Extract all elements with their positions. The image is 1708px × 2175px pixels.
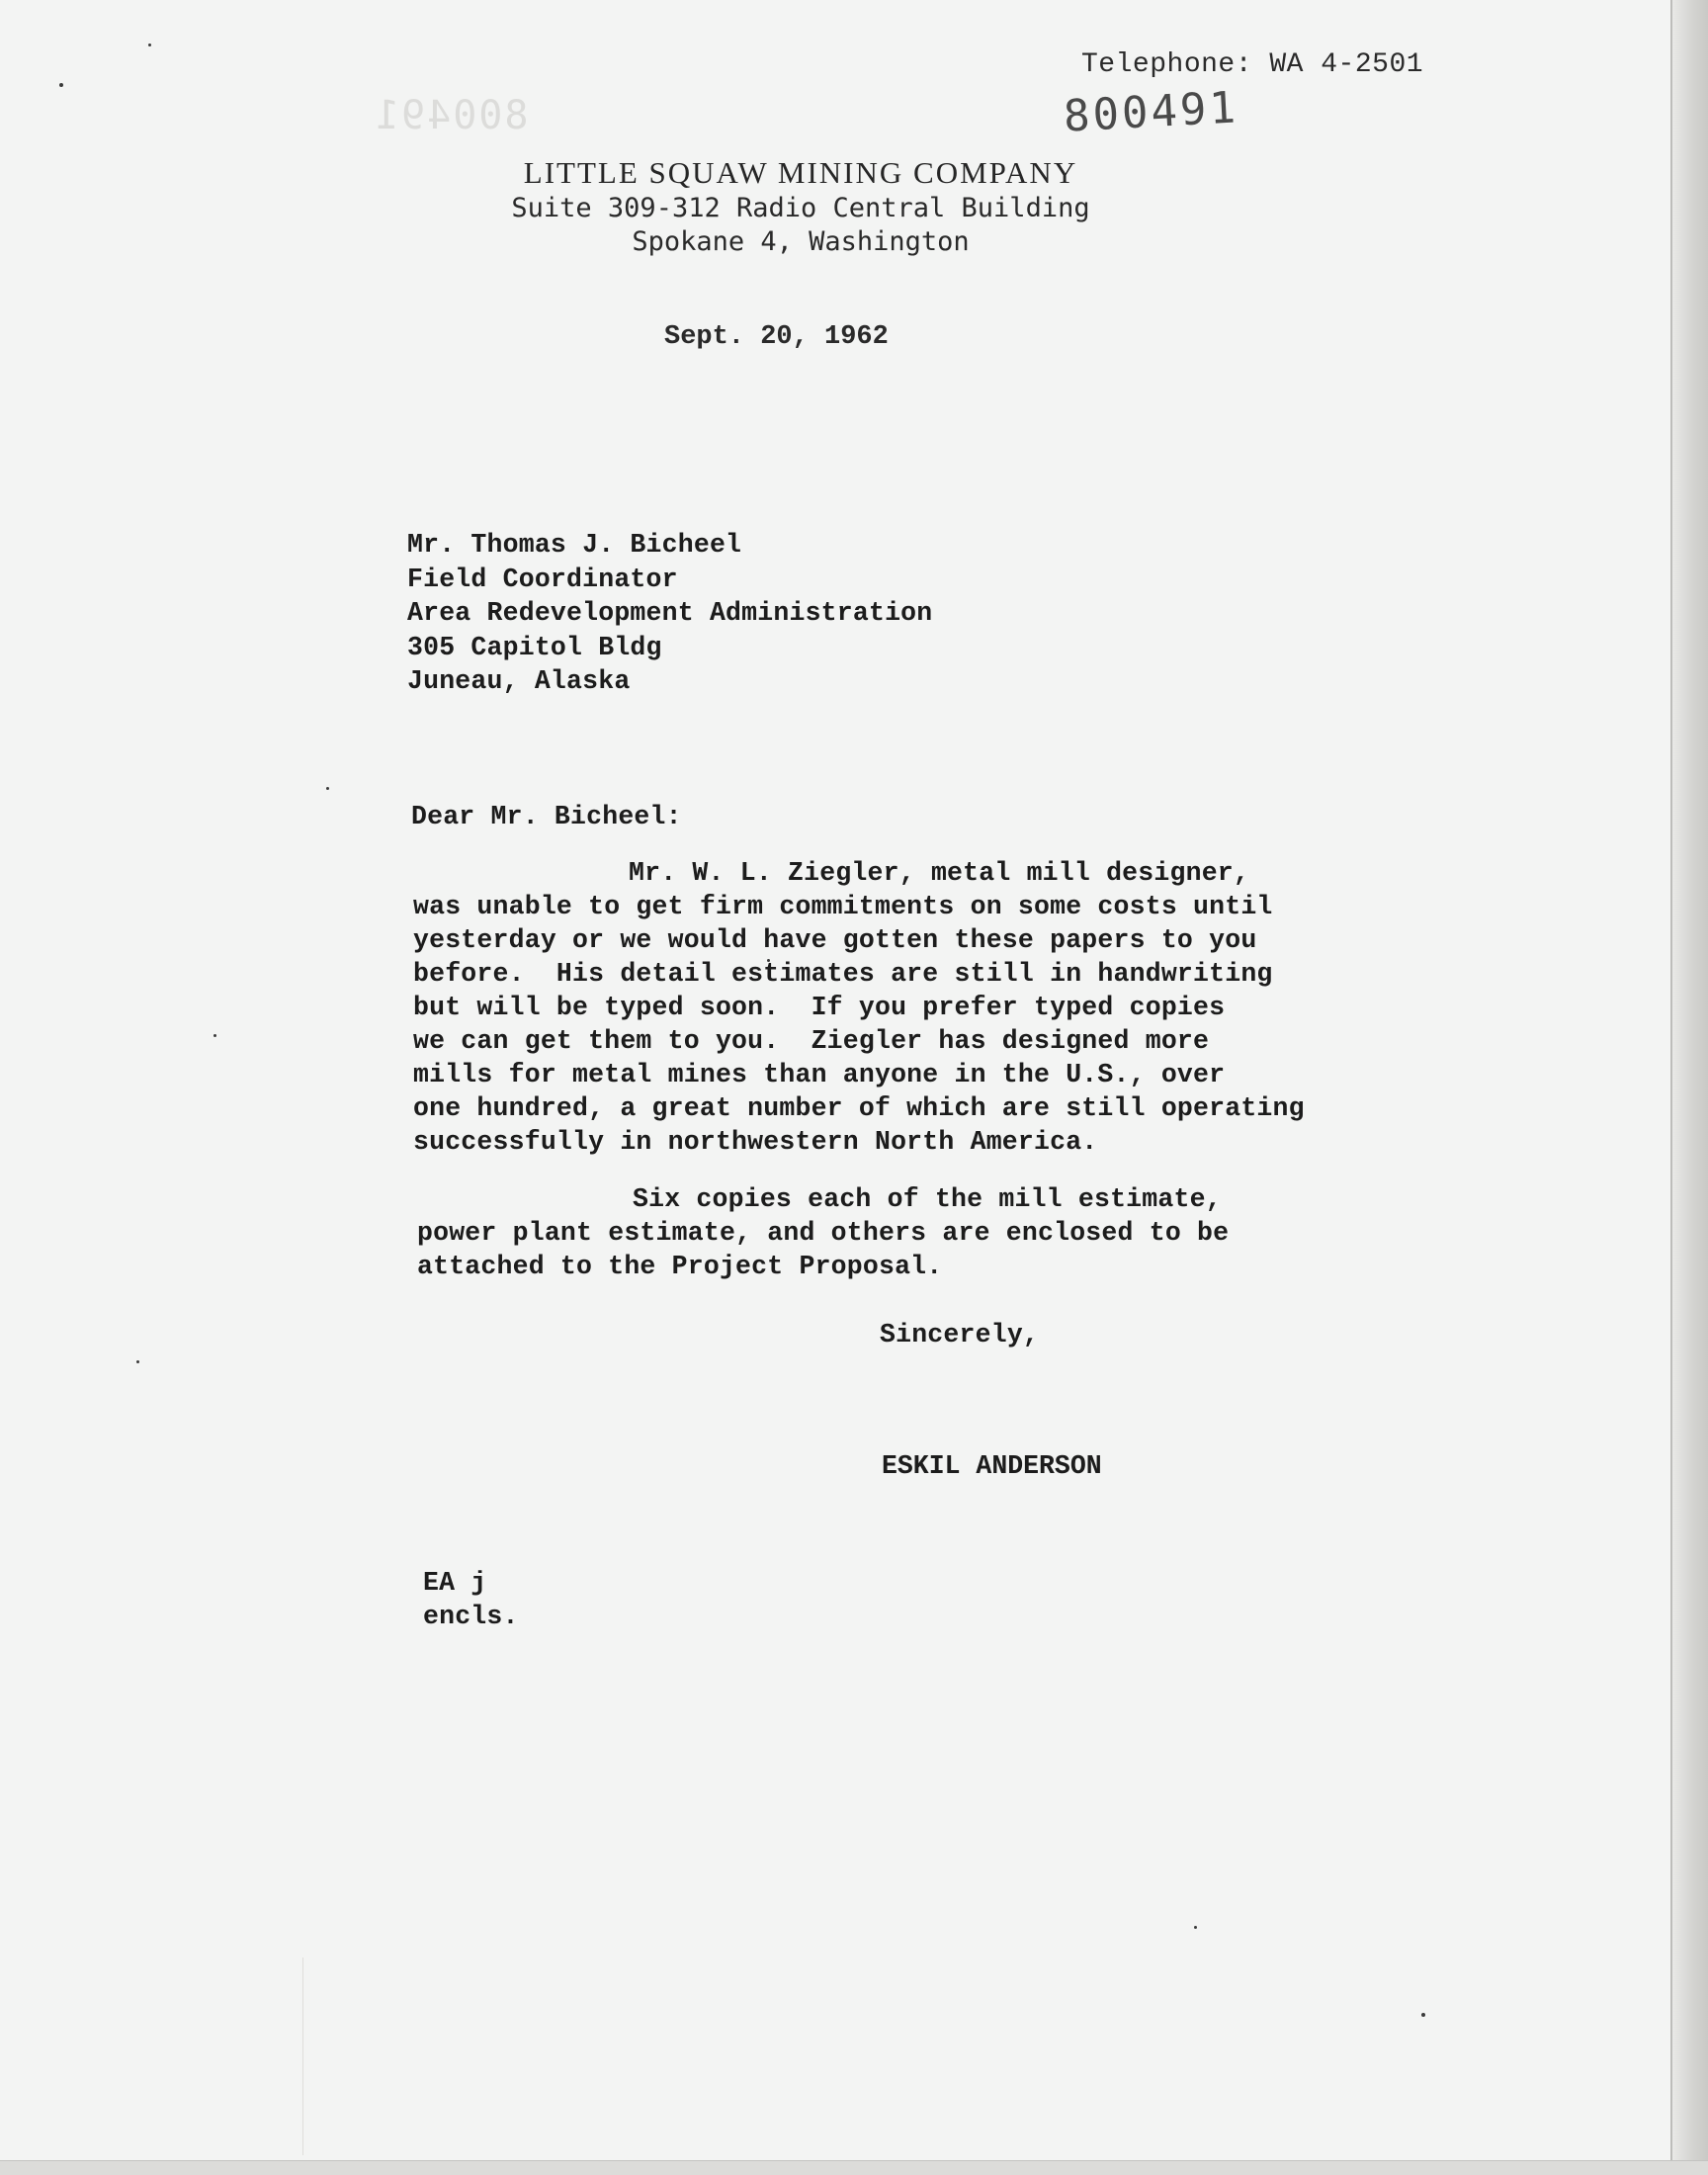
body-line: power plant estimate, and others are enclosed to be	[417, 1218, 1230, 1248]
bleed-through-number: 800491	[374, 93, 529, 138]
file-number-stamp: 800491	[1062, 82, 1240, 142]
recipient-organization: Area Redevelopment Administration	[407, 598, 933, 628]
body-line: but will be typed soon. If you prefer typed copies	[413, 993, 1226, 1022]
letter-date: Sept. 20, 1962	[664, 322, 889, 352]
telephone-number: Telephone: WA 4-2501	[1081, 49, 1424, 80]
recipient-title: Field Coordinator	[407, 564, 678, 594]
signer-name: ESKIL ANDERSON	[882, 1451, 1102, 1481]
body-line: mills for metal mines than anyone in the U.S., over	[413, 1060, 1226, 1089]
enclosures-note: encls.	[423, 1602, 519, 1631]
letterhead	[395, 154, 1206, 259]
scan-edge-right	[1670, 0, 1708, 2175]
body-line: one hundred, a great number of which are still operating	[413, 1093, 1305, 1123]
company-name: LITTLE SQUAW MINING COMPANY	[523, 155, 1078, 190]
salutation: Dear Mr. Bicheel:	[411, 802, 682, 831]
typist-initials: EA j	[423, 1568, 487, 1598]
scan-speck	[1194, 1926, 1197, 1929]
scan-speck	[1421, 2013, 1425, 2017]
body-line: was unable to get firm commitments on some costs until	[413, 892, 1273, 921]
body-line: before. His detail estimates are still in handwriting	[413, 959, 1273, 989]
scan-speck	[59, 83, 63, 87]
body-line: attached to the Project Proposal.	[417, 1252, 943, 1281]
recipient-name: Mr. Thomas J. Bicheel	[407, 530, 742, 560]
recipient-city: Juneau, Alaska	[407, 666, 631, 696]
body-paragraph-2	[417, 1182, 1229, 1283]
scan-artifact-line	[302, 1958, 303, 2155]
company-address-line-1: Suite 309-312 Radio Central Building	[511, 193, 1090, 223]
recipient-street: 305 Capitol Bldg	[407, 632, 662, 662]
body-line: we can get them to you. Ziegler has designed more	[413, 1026, 1210, 1056]
body-line: Six copies each of the mill estimate,	[633, 1184, 1222, 1214]
scan-speck	[214, 1034, 216, 1037]
body-line: Mr. W. L. Ziegler, metal mill designer,	[629, 858, 1250, 888]
scan-speck	[148, 44, 151, 46]
reference-block	[423, 1566, 519, 1633]
company-address-line-2: Spokane 4, Washington	[632, 226, 970, 257]
closing: Sincerely,	[880, 1320, 1040, 1349]
body-line: yesterday or we would have gotten these papers to you	[413, 925, 1257, 955]
scan-speck	[136, 1360, 139, 1363]
body-line: successfully in northwestern North America.	[413, 1127, 1098, 1157]
recipient-address	[407, 528, 932, 699]
scan-speck	[326, 787, 329, 790]
scan-edge-bottom	[0, 2160, 1708, 2175]
body-paragraph-1	[413, 856, 1305, 1159]
